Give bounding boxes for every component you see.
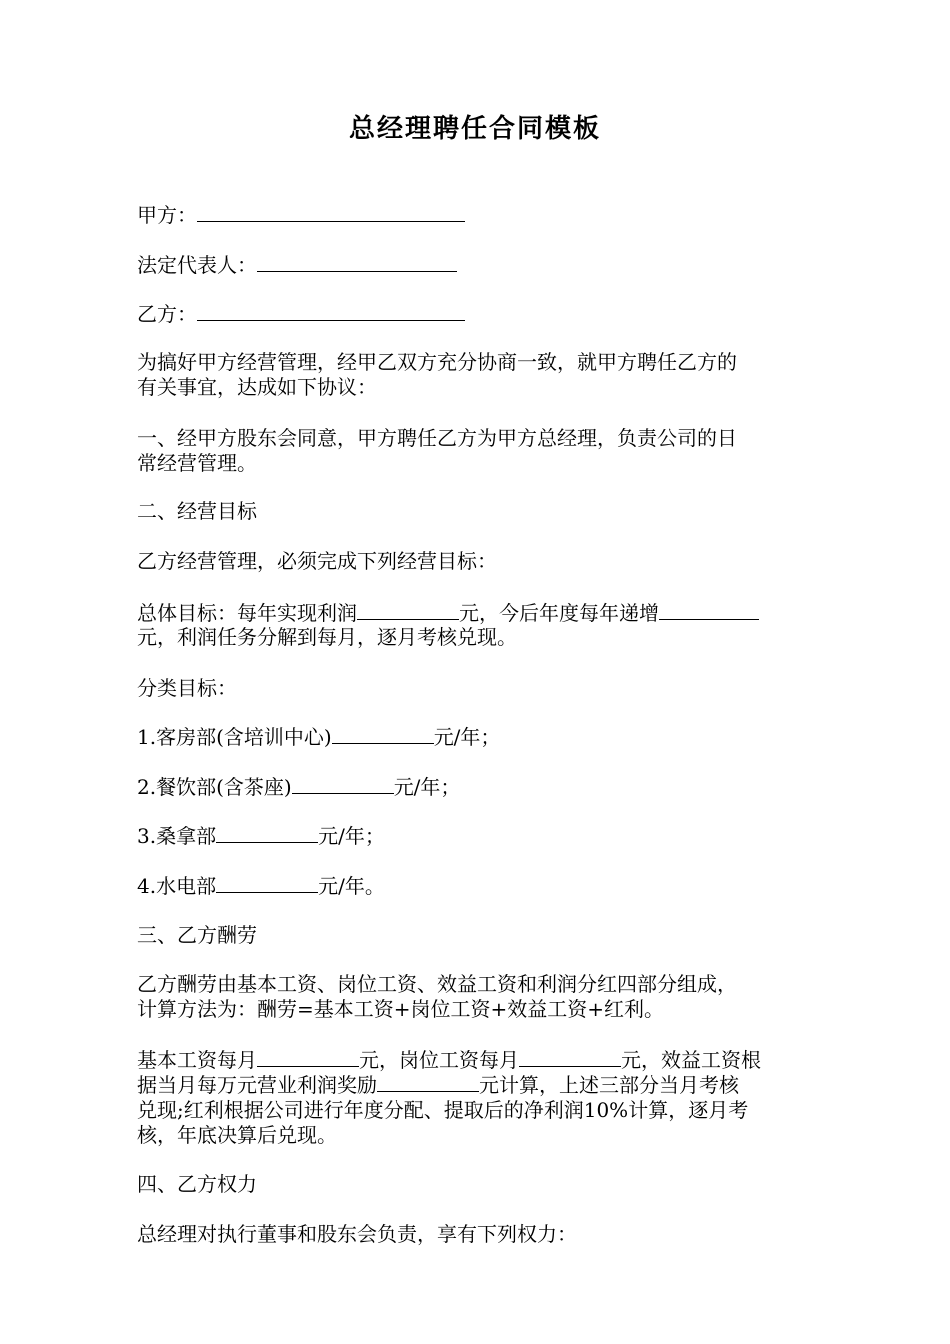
clause1-line-1: 一、经甲方股东会同意，甲方聘任乙方为甲方总经理，负责公司的日	[137, 426, 737, 450]
pay-calc-text: 元计算，上述三部分当月考核	[479, 1073, 739, 1097]
preamble-line-2: 有关事宜，达成如下协议：	[137, 375, 377, 399]
post-salary-blank	[519, 1046, 621, 1067]
pay-calc-line-4: 核，年底决算后兑现。	[137, 1123, 337, 1147]
section-heading-2: 二、经营目标	[137, 499, 257, 523]
power-intro: 总经理对执行董事和股东会负责，享有下列权力：	[137, 1222, 577, 1246]
document-title: 总经理聘任合同模板	[348, 114, 601, 144]
overall-goal-text-b: 元，今后年度每年递增	[459, 601, 659, 625]
pay-calc-text: 元，岗位工资每月	[359, 1048, 519, 1072]
pay-calc-line-2	[137, 1071, 817, 1098]
goal-item	[137, 723, 817, 750]
overall-goal-line-1	[137, 599, 817, 626]
section-heading-3: 三、乙方酬劳	[137, 923, 257, 947]
goal-item-label: 2.餐饮部(含茶座)	[137, 775, 292, 799]
goal-item	[137, 822, 817, 849]
overall-goal-line-2: 元，利润任务分解到每月，逐月考核兑现。	[137, 625, 517, 649]
bonus-blank	[377, 1071, 479, 1092]
goal-item-blank	[292, 773, 394, 794]
party-a-label: 甲方：	[137, 203, 197, 227]
section-heading-4: 四、乙方权力	[137, 1172, 257, 1196]
goal-item-blank	[216, 872, 318, 893]
preamble-line-1: 为搞好甲方经营管理，经甲乙双方充分协商一致，就甲方聘任乙方的	[137, 350, 737, 374]
pay-desc-line-1: 乙方酬劳由基本工资、岗位工资、效益工资和利润分红四部分组成，	[137, 972, 737, 996]
goal-item-blank	[216, 822, 318, 843]
pay-calc-text: 元，效益工资根	[621, 1048, 761, 1072]
overall-goal-text-a: 总体目标：每年实现利润	[137, 601, 357, 625]
legal-rep-line	[137, 251, 817, 278]
goal-item-unit: 元/年。	[318, 874, 385, 898]
goal-item-unit: 元/年；	[318, 824, 385, 848]
pay-calc-line-1	[137, 1046, 817, 1073]
category-label: 分类目标：	[137, 676, 237, 700]
clause1-line-2: 常经营管理。	[137, 451, 257, 475]
goal-item	[137, 773, 817, 800]
pay-calc-text: 据当月每万元营业利润奖励	[137, 1073, 377, 1097]
pay-calc-line-3: 兑现;红利根据公司进行年度分配、提取后的净利润10%计算，逐月考	[137, 1098, 749, 1122]
legal-rep-label: 法定代表人：	[137, 253, 257, 277]
party-b-line	[137, 300, 817, 327]
party-a-line	[137, 201, 817, 228]
goal-item-label: 3.桑拿部	[137, 824, 217, 848]
increment-blank	[659, 599, 759, 620]
goal-item-unit: 元/年；	[433, 725, 501, 749]
base-salary-blank	[257, 1046, 359, 1067]
party-b-label: 乙方：	[137, 302, 197, 326]
goal-item	[137, 872, 817, 899]
goal-item-unit: 元/年；	[393, 775, 461, 799]
legal-rep-blank	[257, 251, 457, 272]
party-b-blank	[197, 300, 465, 321]
pay-desc-line-2: 计算方法为：酬劳=基本工资+岗位工资+效益工资+红利。	[137, 997, 665, 1021]
goal-intro: 乙方经营管理，必须完成下列经营目标：	[137, 549, 497, 573]
profit-blank	[357, 599, 459, 620]
goal-item-blank	[332, 723, 434, 744]
goal-item-label: 4.水电部	[137, 874, 217, 898]
party-a-blank	[197, 201, 465, 222]
goal-item-label: 1.客房部(含培训中心)	[137, 725, 332, 749]
pay-calc-text: 基本工资每月	[137, 1048, 257, 1072]
